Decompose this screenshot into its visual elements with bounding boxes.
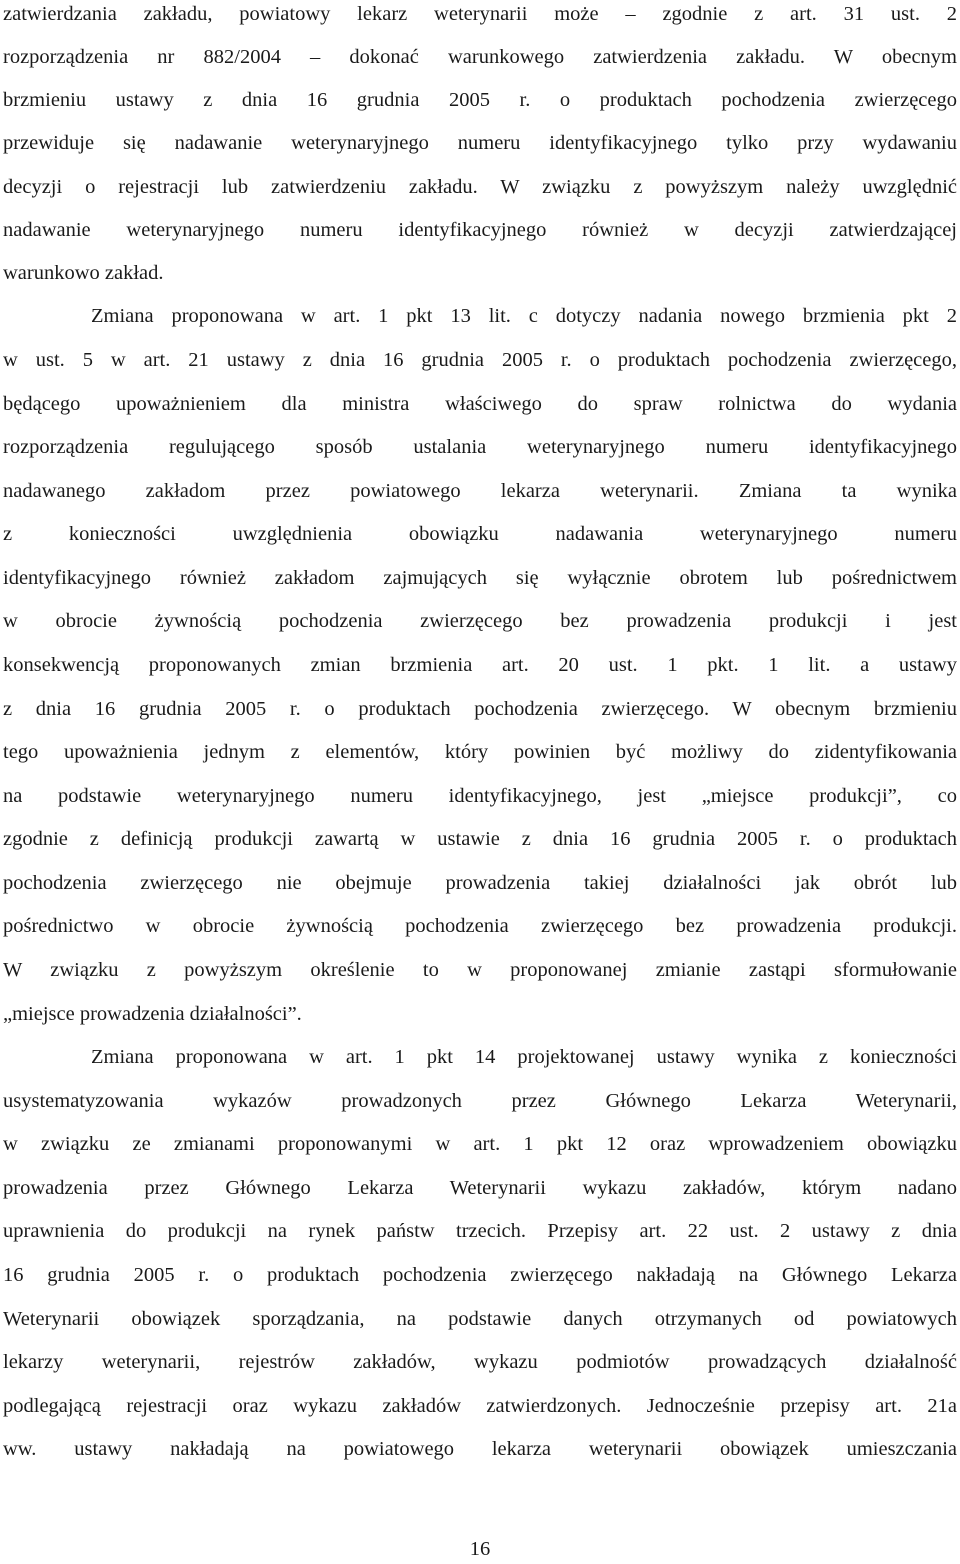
text-line: W związku z powyższym określenie to w proponowanej zmianie zastąpi sformułowanie [3, 959, 957, 981]
text-line: ww. ustawy nakładają na powiatowego lekarza weterynarii obowiązek umieszczania [3, 1438, 957, 1460]
text-line: 16 grudnia 2005 r. o produktach pochodzenia zwierzęcego nakładają na Głównego Lekarza [3, 1264, 957, 1286]
text-line: pochodzenia zwierzęcego nie obejmuje prowadzenia takiej działalności jak obrót lub [3, 872, 957, 894]
text-line: w związku ze zmianami proponowanymi w art. 1 pkt 12 oraz wprowadzeniem obowiązku [3, 1133, 957, 1155]
text-line: „miejsce prowadzenia działalności”. [3, 1003, 302, 1025]
text-line: nadawanego zakładom przez powiatowego lekarza weterynarii. Zmiana ta wynika [3, 480, 957, 502]
text-line: w ust. 5 w art. 21 ustawy z dnia 16 grudnia 2005 r. o produktach pochodzenia zwierzęcego, [3, 349, 957, 371]
text-line: brzmieniu ustawy z dnia 16 grudnia 2005 r. o produktach pochodzenia zwierzęcego [3, 89, 957, 111]
text-line: uprawnienia do produkcji na rynek państw trzecich. Przepisy art. 22 ust. 2 ustawy z dnia [3, 1220, 957, 1242]
text-line: warunkowo zakład. [3, 262, 164, 284]
text-line: decyzji o rejestracji lub zatwierdzeniu zakładu. W związku z powyższym należy uwzględnić [3, 176, 957, 198]
text-line: tego upoważnienia jednym z elementów, który powinien być możliwy do zidentyfikowania [3, 741, 957, 763]
text-line: z dnia 16 grudnia 2005 r. o produktach pochodzenia zwierzęcego. W obecnym brzmieniu [3, 698, 957, 720]
text-line: rozporządzenia nr 882/2004 – dokonać warunkowego zatwierdzenia zakładu. W obecnym [3, 46, 957, 68]
text-line: Weterynarii obowiązek sporządzania, na podstawie danych otrzymanych od powiatowych [3, 1308, 957, 1330]
text-line: zatwierdzania zakładu, powiatowy lekarz weterynarii może – zgodnie z art. 31 ust. 2 [3, 3, 957, 25]
text-line: lekarzy weterynarii, rejestrów zakładów, wykazu podmiotów prowadzących działalność [3, 1351, 957, 1373]
text-line: nadawanie weterynaryjnego numeru identyfikacyjnego również w decyzji zatwierdzającej [3, 219, 957, 241]
text-line: Zmiana proponowana w art. 1 pkt 14 projektowanej ustawy wynika z konieczności [91, 1046, 957, 1068]
text-line: przewiduje się nadawanie weterynaryjnego numeru identyfikacyjnego tylko przy wydawaniu [3, 132, 957, 154]
text-line: identyfikacyjnego również zakładom zajmujących się wyłącznie obrotem lub pośrednictwem [3, 567, 957, 589]
text-line: rozporządzenia regulującego sposób ustalania weterynaryjnego numeru identyfikacyjnego [3, 436, 957, 458]
text-line: z konieczności uwzględnienia obowiązku nadawania weterynaryjnego numeru [3, 523, 957, 545]
text-line: w obrocie żywnością pochodzenia zwierzęcego bez prowadzenia produkcji i jest [3, 610, 957, 632]
text-line: zgodnie z definicją produkcji zawartą w ustawie z dnia 16 grudnia 2005 r. o produktach [3, 828, 957, 850]
text-line: pośrednictwo w obrocie żywnością pochodzenia zwierzęcego bez prowadzenia produkcji. [3, 915, 957, 937]
text-line: podlegającą rejestracji oraz wykazu zakładów zatwierdzonych. Jednocześnie przepisy art. 21a [3, 1395, 957, 1417]
page-number: 16 [469, 1538, 491, 1560]
text-line: prowadzenia przez Głównego Lekarza Weterynarii wykazu zakładów, którym nadano [3, 1177, 957, 1199]
text-line: na podstawie weterynaryjnego numeru identyfikacyjnego, jest „miejsce produkcji”, co [3, 785, 957, 807]
text-line: usystematyzowania wykazów prowadzonych przez Głównego Lekarza Weterynarii, [3, 1090, 957, 1112]
text-line: będącego upoważnieniem dla ministra właściwego do spraw rolnictwa do wydania [3, 393, 957, 415]
text-line: Zmiana proponowana w art. 1 pkt 13 lit. c dotyczy nadania nowego brzmienia pkt 2 [91, 305, 957, 327]
text-line: konsekwencją proponowanych zmian brzmienia art. 20 ust. 1 pkt. 1 lit. a ustawy [3, 654, 957, 676]
